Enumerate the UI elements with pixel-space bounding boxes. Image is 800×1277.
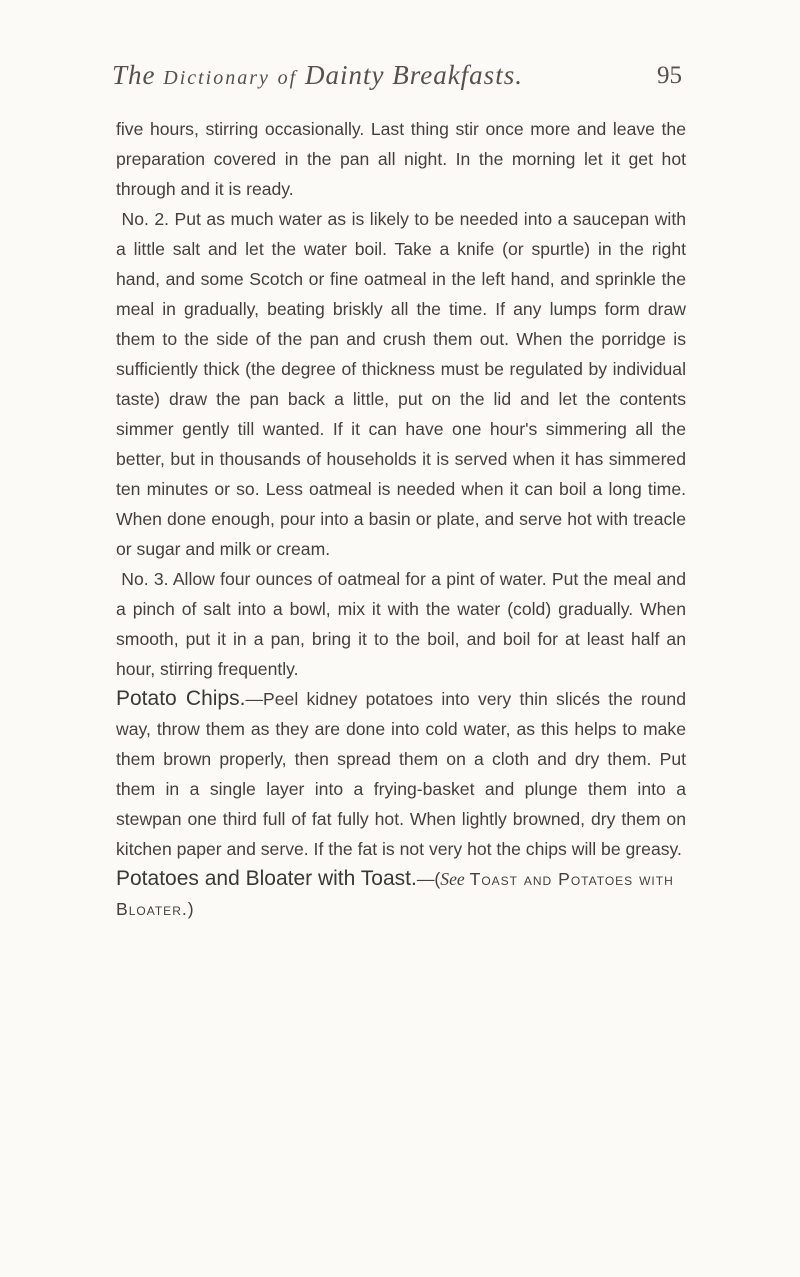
entry-text-potato-chips: —Peel kidney potatoes into very thin slicés the round way, throw them as they are done into cold water, as this helps to make them brown properly, then spread them on a cloth and dry them. Put them in a single layer into a frying-basket and plunge them into a stewpan one third full of fat fully hot. When lightly browned, dry them on kitchen paper and serve. If the fat is not very hot the chips will be greasy. (116, 689, 686, 859)
running-head (112, 60, 682, 100)
entry-potatoes-bloater (116, 864, 686, 924)
paragraph-continuation: five hours, stirring occasionally. Last thing stir once more and leave the preparation covered in the pan all night. In the morning let it get hot through and it is ready. (116, 119, 686, 199)
entry-heading-potatoes-bloater: Potatoes and Bloater with Toast. (116, 867, 417, 890)
entry-see-word: See (440, 869, 465, 889)
running-head-title (112, 60, 523, 91)
entry-potato-chips (116, 684, 686, 864)
rh-word-dictionary: Dictionary (163, 67, 270, 89)
paragraph-no3 (116, 564, 686, 684)
rh-word-the: The (112, 60, 156, 90)
no3-label: No. 3. (121, 569, 169, 589)
entry-close-paren: ) (187, 899, 194, 919)
paragraph-no2 (116, 204, 686, 564)
entry-heading-potato-chips: Potato Chips. (116, 687, 246, 710)
page-number: 95 (657, 62, 682, 89)
rh-word-dainty: Dainty (304, 60, 385, 90)
cross-reference: Toast and Potatoes with Bloater. (116, 869, 674, 919)
no3-text: Allow four ounces of oatmeal for a pint of water. Put the meal and a pinch of salt into a bowl, mix it with the water (cold) gradually. When smooth, put it in a pan, bring it to the boil, and boil for at least half an hour, stirring frequently. (116, 569, 686, 679)
entry-dash-potatoes-bloater: —( (416, 869, 441, 889)
rh-word-of: of (277, 67, 298, 89)
no2-text: Put as much water as is likely to be needed into a saucepan with a little salt and let the water boil. Take a knife (or spurtle) in the right hand, and some Scotch or fine oatmeal in the left hand, and sprinkle the meal in gradually, beating briskly all the time. If any lumps form draw them to the side of the pan and crush them out. When the porridge is sufficiently thick (the degree of thickness must be regulated by individual taste) draw the pan back a little, put on the lid and let the contents simmer gently till wanted. If it can have one hour's simmering all the better, but in thousands of households it is served when it has simmered ten minutes or so. Less oatmeal is needed when it can boil a long time. When done enough, pour into a basin or plate, and serve hot with treacle or sugar and milk or cream. (116, 209, 686, 559)
body-text (116, 114, 686, 924)
no2-label: No. 2. (121, 209, 170, 229)
rh-word-breakfasts: Breakfasts. (392, 60, 523, 90)
